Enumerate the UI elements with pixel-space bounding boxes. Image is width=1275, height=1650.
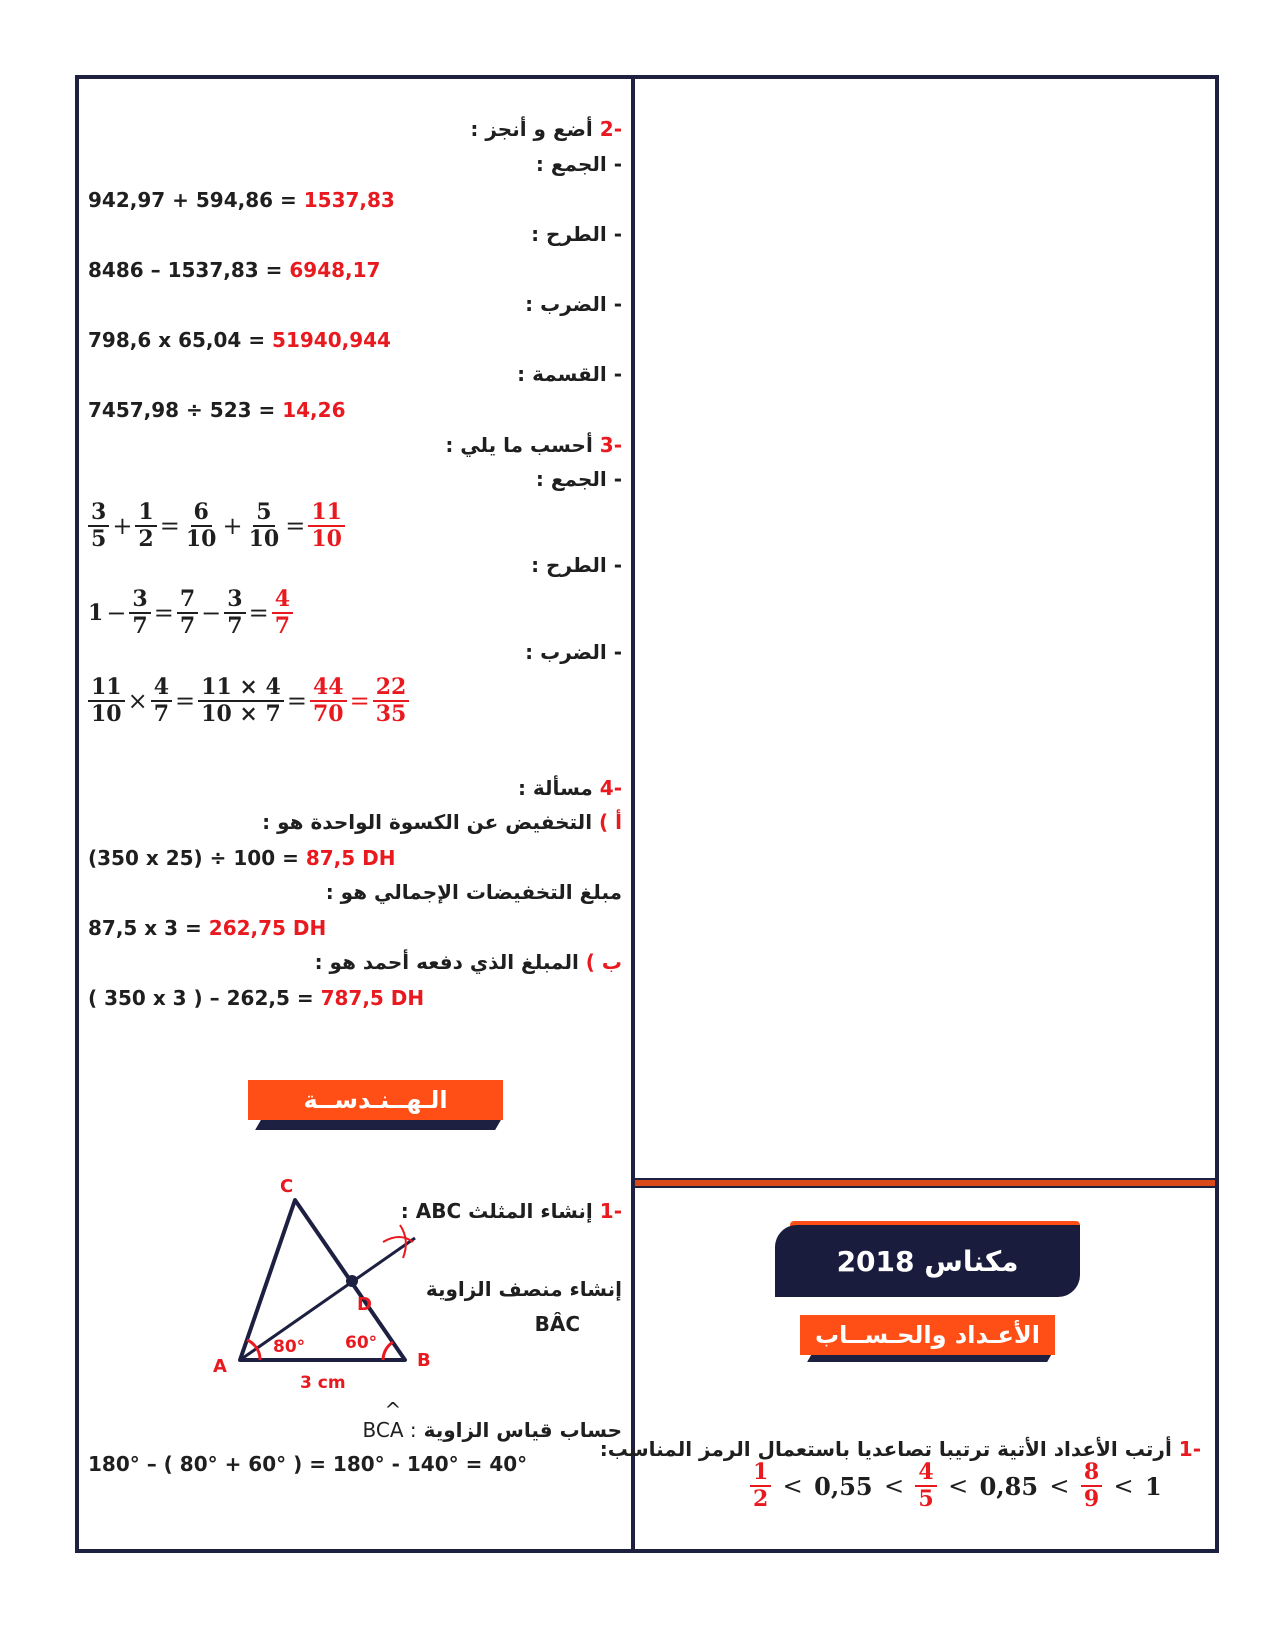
label-a: A xyxy=(213,1356,227,1377)
sub-result: 6948,17 xyxy=(289,258,381,282)
column-divider xyxy=(631,75,635,1553)
add-label: - الجمع : xyxy=(535,152,622,176)
less-than: < xyxy=(782,1472,803,1501)
fraction-multiplication: $\frac{11}{10}$ × $\frac{4}{7}$ = $\frac{11 \times 4}{10 \times 7}$ = $\frac{44}{70}$ = $\frac{22}{35}$ xyxy=(88,675,409,728)
fraction-subtraction: 1 − $\frac{3}{7}$ = $\frac{7}{7}$ − $\frac{3}{7}$ = $\frac{4}{7}$ xyxy=(88,587,293,640)
bisector-text: إنشاء منصف الزاوية xyxy=(425,1277,622,1301)
div-label: - القسمة : xyxy=(517,362,622,386)
fraction: $\frac{6}{10}$ xyxy=(185,499,217,553)
fraction: $\frac{7}{7}$ xyxy=(177,587,198,640)
div-expression: 7457,98 ÷ 523 = xyxy=(88,398,283,422)
fraction-four-fifths: $\frac{4}{5}$ xyxy=(915,1460,936,1513)
one: 1 xyxy=(88,599,104,626)
bca-text: حساب قياس الزاوية xyxy=(423,1418,622,1442)
triangle-figure xyxy=(205,1170,455,1400)
add-result: 1537,83 xyxy=(303,188,395,212)
less-than: < xyxy=(948,1472,969,1501)
g1-text: إنشاء المثلث ABC : xyxy=(400,1199,593,1223)
fraction: $\frac{11}{10}$ xyxy=(88,675,125,728)
q2-number: -2 xyxy=(599,117,622,141)
fraction-result: $\frac{4}{7}$ xyxy=(272,587,293,640)
fraction: $\frac{4}{7}$ xyxy=(151,675,172,728)
add-expression: 942,97 + 594,86 = xyxy=(88,188,304,212)
exam-title: مكناس 2018 xyxy=(775,1225,1080,1297)
numbers-banner: الأعـداد والحـســاب xyxy=(800,1315,1055,1355)
sub-line xyxy=(88,258,380,282)
point-d xyxy=(346,1275,358,1287)
bisector-angle: BÂC xyxy=(534,1312,580,1336)
less-than: < xyxy=(883,1472,905,1501)
q4-heading xyxy=(518,776,622,800)
label-c: C xyxy=(280,1176,294,1197)
mul-label: - الضرب : xyxy=(525,292,622,316)
label-b: B xyxy=(417,1350,431,1371)
fadd-label: - الجمع : xyxy=(535,467,622,491)
total-result: 262,75 DH xyxy=(208,916,327,940)
q3-heading xyxy=(445,433,622,457)
geometry-banner: الـهــنـدســة xyxy=(248,1080,503,1120)
fsub-label: - الطرح : xyxy=(531,553,622,577)
div-result: 14,26 xyxy=(282,398,346,422)
q4a-label: أ ) xyxy=(599,810,622,834)
ex1-heading xyxy=(600,1437,1201,1461)
number-one: 1 xyxy=(1144,1471,1162,1501)
q4b-result: 787,5 DH xyxy=(320,986,425,1010)
decimal-055: 0,55 xyxy=(814,1471,873,1501)
q3-title: أحسب ما يلي : xyxy=(445,433,593,457)
q2-title: أضع و أنجز : xyxy=(470,117,593,141)
fraction-result: $\frac{11}{10}$ xyxy=(308,500,345,553)
total-line xyxy=(88,916,326,940)
total-text: مبلغ التخفيضات الإجمالي هو : xyxy=(325,880,622,904)
mul-result: 51940,944 xyxy=(272,328,391,352)
q4a-text: التخفيض عن الكسوة الواحدة هو : xyxy=(262,810,593,834)
sub-expression: 8486 – 1537,83 = xyxy=(88,258,290,282)
decimal-085: 0,85 xyxy=(979,1471,1039,1501)
q4b-text: المبلغ الذي دفعه أحمد هو : xyxy=(314,950,579,974)
bisector-line xyxy=(240,1238,415,1360)
bca-angle-wrap xyxy=(362,1398,417,1442)
fraction: $\frac{5}{10}$ xyxy=(248,499,280,553)
right-section-divider xyxy=(635,1178,1215,1188)
q4-number: -4 xyxy=(599,776,622,800)
q4b-expression: ( 350 x 3 ) – 262,5 = xyxy=(88,986,321,1010)
q4-title: مسألة : xyxy=(517,776,593,800)
triangle-abc xyxy=(240,1200,405,1360)
fraction-result: $\frac{44}{70}$ xyxy=(310,675,347,728)
bca-angle: BCA : xyxy=(362,1418,417,1442)
q3-number: -3 xyxy=(599,433,622,457)
g1-number: -1 xyxy=(599,1199,622,1223)
sub-label: - الطرح : xyxy=(531,222,622,246)
angle-a-value: 80° xyxy=(273,1337,306,1357)
ex1-number: -1 xyxy=(1178,1437,1201,1461)
q4a-line xyxy=(88,846,395,870)
q4b-heading xyxy=(315,950,622,974)
q4b-line xyxy=(88,986,424,1010)
q4b-label: ب ) xyxy=(585,950,622,974)
div-line xyxy=(88,398,345,422)
add-line xyxy=(88,188,395,212)
ordered-numbers xyxy=(750,1460,1162,1513)
q4a-expression: (350 x 25) ÷ 100 = xyxy=(88,846,306,870)
less-than: < xyxy=(1049,1472,1070,1501)
angle-a-arc xyxy=(247,1340,255,1346)
fraction-one-half: $\frac{1}{2}$ xyxy=(750,1460,771,1513)
less-than: < xyxy=(1113,1472,1134,1501)
q2-heading xyxy=(470,117,622,141)
geometry-banner-shadow xyxy=(255,1120,501,1130)
q4a-result: 87,5 DH xyxy=(305,846,396,870)
label-d: D xyxy=(357,1294,372,1315)
fmul-label: - الضرب : xyxy=(525,640,622,664)
fraction: $\frac{1}{2}$ xyxy=(135,500,156,553)
mul-line xyxy=(88,328,391,352)
bca-hat: ^ xyxy=(384,1398,402,1422)
fraction-addition: $\frac{3}{5}$ + $\frac{1}{2}$ = $\frac{6}{10}$ + $\frac{5}{10}$ = $\frac{11}{10}$ xyxy=(88,500,345,553)
fraction: $\frac{11 \times 4}{10 \times 7}$ xyxy=(198,675,284,728)
angle-b-value: 60° xyxy=(345,1333,378,1353)
compass-arc xyxy=(400,1225,406,1258)
mul-expression: 798,6 x 65,04 = xyxy=(88,328,273,352)
fraction: $\frac{3}{7}$ xyxy=(129,587,150,640)
fraction: $\frac{3}{7}$ xyxy=(224,587,245,640)
fraction: $\frac{3}{5}$ xyxy=(88,500,109,553)
fraction-eight-ninths: $\frac{8}{9}$ xyxy=(1081,1460,1102,1513)
total-expression: 87,5 x 3 = xyxy=(88,916,209,940)
angle-b-arc xyxy=(383,1342,393,1360)
ex1-text: أرتب الأعداد الأتية ترتيبا تصاعديا باستعمال الرمز المناسب: xyxy=(599,1437,1172,1461)
side-length: 3 cm xyxy=(300,1373,346,1393)
bca-expression: 180° – ( 80° + 60° ) = 180° - 140° = 40° xyxy=(88,1452,528,1476)
bca-heading xyxy=(362,1398,623,1442)
fraction-result-simplified: $\frac{22}{35}$ xyxy=(373,675,410,728)
q4a-heading xyxy=(262,810,622,834)
